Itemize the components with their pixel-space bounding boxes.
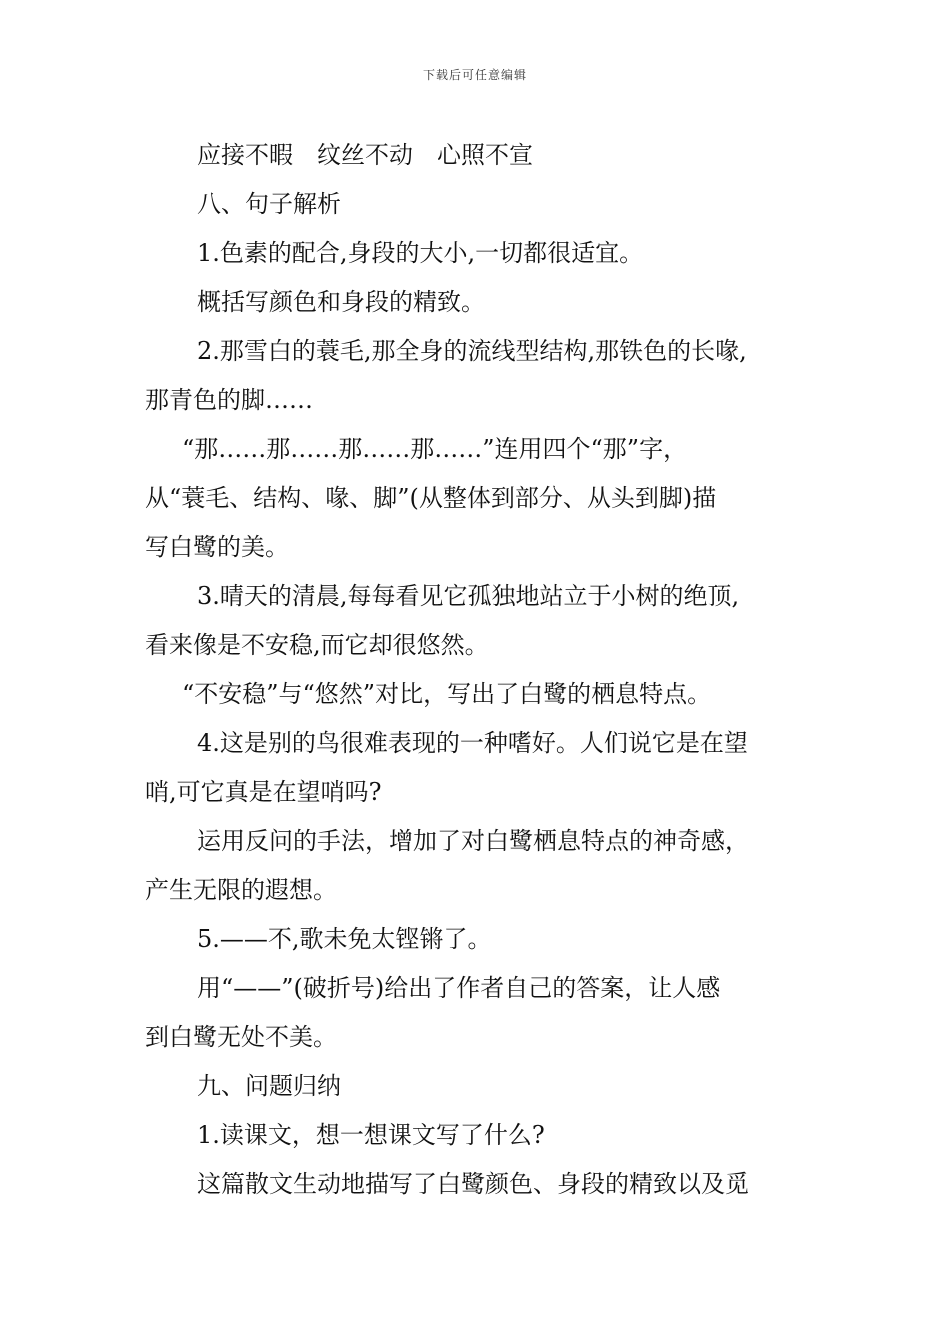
- question-1: 1.读课文，想一想课文写了什么?: [197, 1121, 545, 1149]
- page-header: 下载后可任意编辑: [422, 68, 527, 82]
- sentence-2: 2.那雪白的蓑毛,那全身的流线型结构,那铁色的长喙,: [197, 337, 747, 365]
- sentence-4: 4.这是别的鸟很难表现的一种嗜好。人们说它是在望: [197, 729, 748, 757]
- analysis-3: “不安稳”与“悠然”对比，写出了白鹭的栖息特点。: [182, 680, 712, 708]
- sentence-1: 1.色素的配合,身段的大小,一切都很适宜。: [197, 239, 644, 267]
- analysis-5: 用“——”(破折号)给出了作者自己的答案，让人感: [197, 974, 721, 1002]
- sentence-2-continued: 那青色的脚……: [145, 386, 313, 414]
- analysis-5-continued: 到白鹭无处不美。: [145, 1023, 337, 1051]
- sentence-4-continued: 哨,可它真是在望哨吗?: [145, 778, 382, 806]
- document-body: [145, 131, 807, 1209]
- analysis-1: 概括写颜色和身段的精致。: [197, 288, 485, 316]
- analysis-4-continued: 产生无限的遐想。: [145, 876, 337, 904]
- sentence-5: 5.——不,歌未免太铿锵了。: [197, 925, 492, 953]
- section-heading-question-summary: 九、问题归纳: [197, 1072, 341, 1100]
- analysis-2: “那……那……那……那……”连用四个“那”字，: [182, 435, 688, 463]
- analysis-2-end: 写白鹭的美。: [145, 533, 289, 561]
- section-heading-sentence-analysis: 八、句子解析: [197, 190, 341, 218]
- answer-1: 这篇散文生动地描写了白鹭颜色、身段的精致以及觅: [197, 1170, 749, 1198]
- idiom-list: 应接不暇 纹丝不动 心照不宣: [197, 141, 533, 169]
- analysis-2-continued: 从“蓑毛、结构、喙、脚”(从整体到部分、从头到脚)描: [145, 484, 717, 512]
- analysis-4: 运用反问的手法，增加了对白鹭栖息特点的神奇感，: [197, 827, 749, 855]
- sentence-3-continued: 看来像是不安稳,而它却很悠然。: [145, 631, 489, 659]
- sentence-3: 3.晴天的清晨,每每看见它孤独地站立于小树的绝顶,: [197, 582, 740, 610]
